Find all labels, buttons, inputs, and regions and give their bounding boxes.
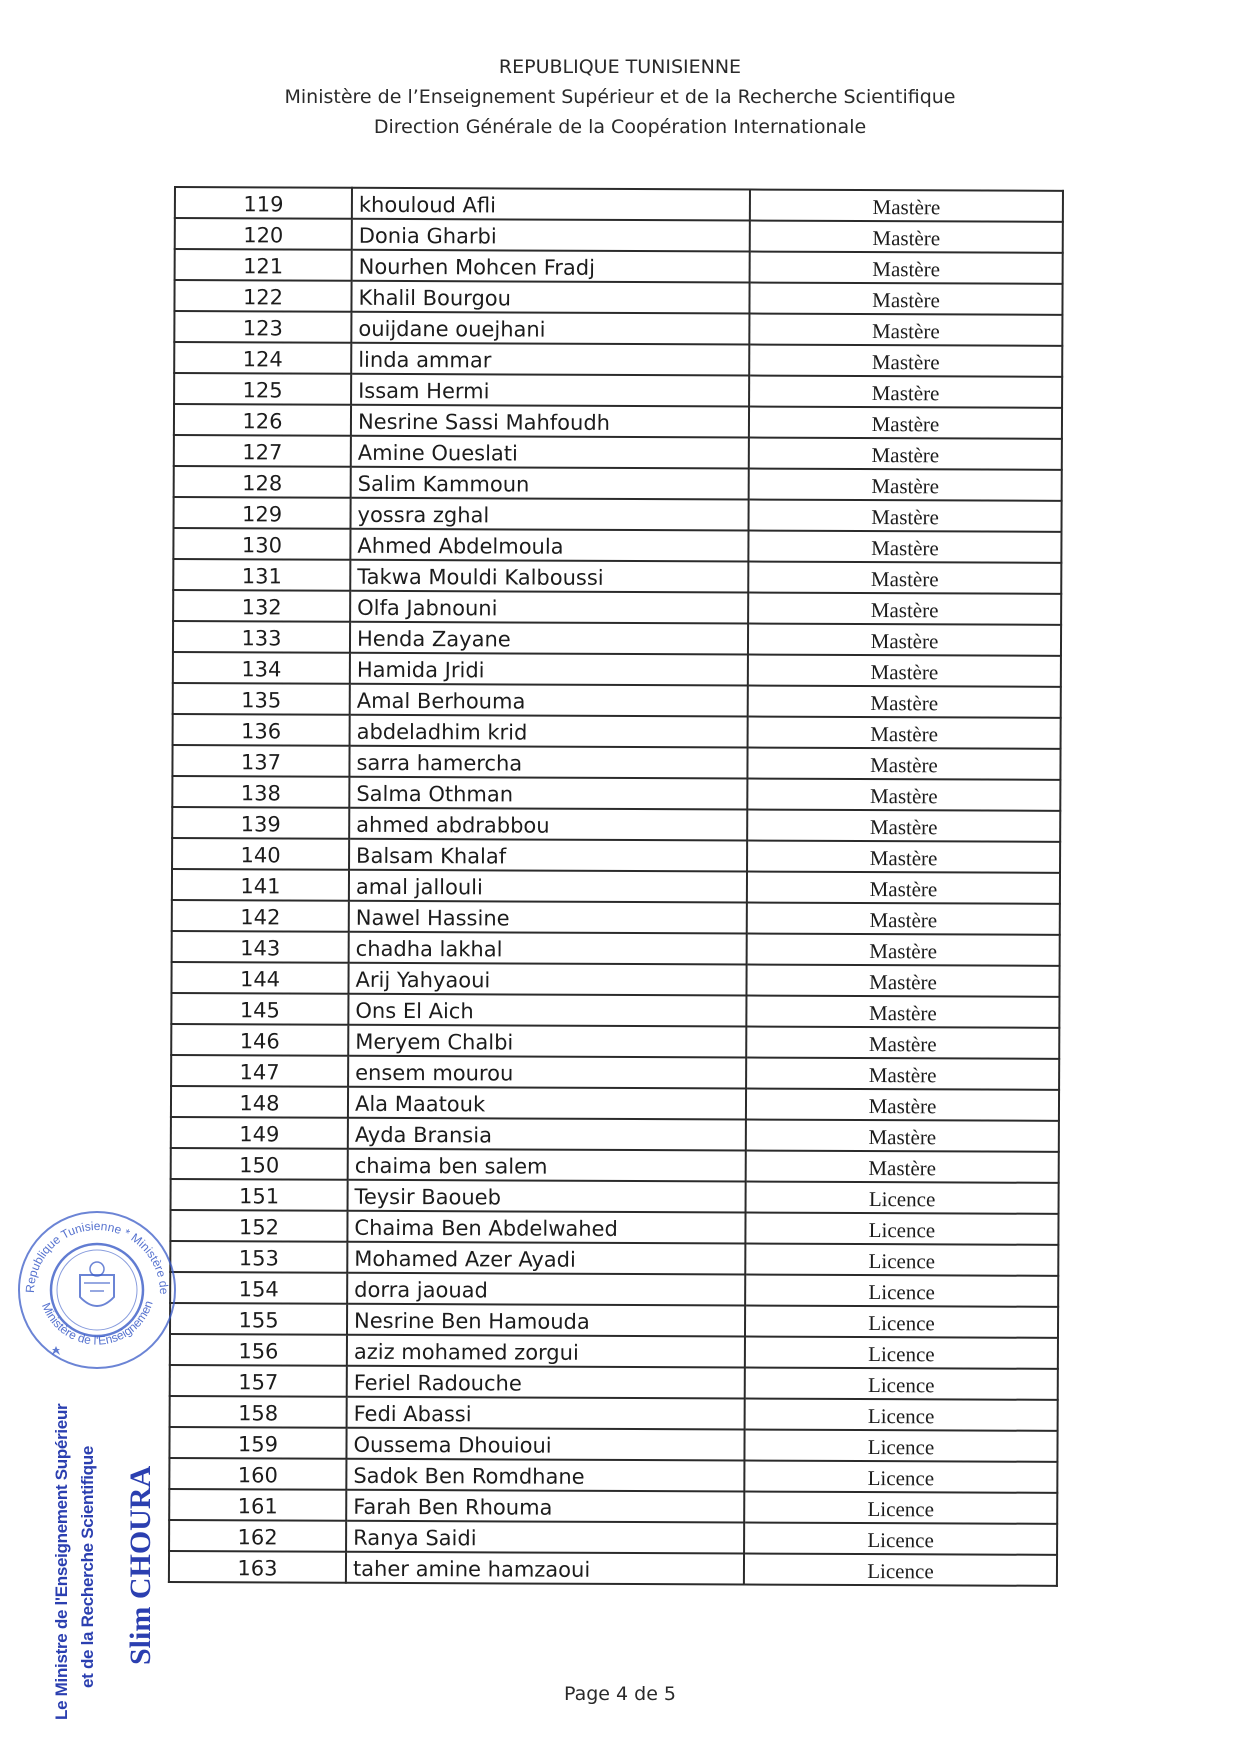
row-name: sarra hamercha: [349, 746, 747, 779]
row-level: Mastère: [746, 1027, 1059, 1059]
row-name: yossra zghal: [351, 498, 749, 531]
row-name: Donia Gharbi: [352, 219, 750, 252]
row-level: Mastère: [748, 562, 1061, 594]
row-name: ensem mourou: [348, 1056, 746, 1089]
row-number: 124: [174, 342, 351, 374]
row-number: 162: [169, 1520, 346, 1552]
row-name: ouijdane ouejhani: [351, 312, 749, 345]
document-header: [0, 52, 1240, 142]
row-level: Licence: [744, 1492, 1057, 1524]
table-row: [170, 1334, 1058, 1369]
table-row: [171, 962, 1059, 997]
row-level: Mastère: [749, 345, 1062, 377]
row-name: Ahmed Abdelmoula: [350, 529, 748, 562]
row-number: 128: [174, 466, 351, 498]
row-number: 121: [175, 249, 352, 281]
table-row: [170, 1303, 1058, 1338]
row-level: Mastère: [748, 717, 1061, 749]
row-level: Licence: [744, 1554, 1057, 1586]
row-level: Mastère: [750, 221, 1063, 253]
row-name: Nourhen Mohcen Fradj: [352, 250, 750, 283]
table-row: [169, 1458, 1057, 1493]
table-row: [174, 466, 1062, 501]
row-name: Ala Maatouk: [348, 1087, 746, 1120]
row-number: 139: [172, 807, 349, 839]
table-row: [173, 590, 1061, 625]
row-number: 159: [169, 1427, 346, 1459]
header-ministry: Ministère de l’Enseignement Supérieur et de la Recherche Scientifique: [284, 86, 956, 108]
table-row: [175, 249, 1063, 284]
signature-title-line2: et de la Recherche Scientifique: [78, 1445, 97, 1688]
row-name: Salma Othman: [349, 777, 747, 810]
row-number: 156: [170, 1334, 347, 1366]
row-level: Mastère: [748, 624, 1061, 656]
row-level: Mastère: [746, 1151, 1059, 1183]
row-name: khouloud Afli: [352, 188, 750, 221]
table-row: [170, 1365, 1058, 1400]
row-number: 141: [172, 869, 349, 901]
row-name: Nesrine Ben Hamouda: [347, 1304, 745, 1337]
seal-icon: [12, 1205, 182, 1375]
row-name: amal jallouli: [349, 870, 747, 903]
row-name: Chaima Ben Abdelwahed: [347, 1211, 745, 1244]
row-name: Hamida Jridi: [350, 653, 748, 686]
table-row: [171, 1024, 1059, 1059]
row-name: Mohamed Azer Ayadi: [347, 1242, 745, 1275]
row-number: 126: [174, 404, 351, 436]
row-name: abdeladhim krid: [350, 715, 748, 748]
table-row: [172, 931, 1060, 966]
table-row: [169, 1489, 1057, 1524]
row-number: 137: [172, 745, 349, 777]
row-level: Mastère: [747, 934, 1060, 966]
row-level: Mastère: [748, 655, 1061, 687]
row-number: 146: [171, 1024, 348, 1056]
row-name: aziz mohamed zorgui: [347, 1335, 745, 1368]
seal-text-top: Republique Tunisienne * Ministère de: [22, 1218, 172, 1295]
row-number: 158: [170, 1396, 347, 1428]
row-number: 157: [170, 1365, 347, 1397]
row-number: 131: [173, 559, 350, 591]
header-direction: Direction Générale de la Coopération Internationale: [373, 116, 867, 138]
row-name: Henda Zayane: [350, 622, 748, 655]
row-number: 155: [170, 1303, 347, 1335]
row-level: Licence: [744, 1461, 1057, 1493]
signature-name: Slim CHOURA: [124, 1465, 157, 1665]
row-level: Mastère: [749, 314, 1062, 346]
table-row: [171, 1055, 1059, 1090]
row-level: Mastère: [749, 376, 1062, 408]
row-name: Arij Yahyaoui: [348, 963, 746, 996]
row-number: 136: [173, 714, 350, 746]
row-level: Mastère: [749, 407, 1062, 439]
row-level: Licence: [744, 1430, 1057, 1462]
row-number: 149: [171, 1117, 348, 1149]
row-number: 130: [173, 528, 350, 560]
table-row: [174, 404, 1062, 439]
row-level: Mastère: [750, 190, 1063, 222]
row-number: 161: [169, 1489, 346, 1521]
row-level: Mastère: [747, 841, 1060, 873]
row-number: 147: [171, 1055, 348, 1087]
row-name: dorra jaouad: [347, 1273, 745, 1306]
row-level: Licence: [744, 1523, 1057, 1555]
row-level: Licence: [745, 1275, 1058, 1307]
row-level: Mastère: [748, 686, 1061, 718]
seal-text-bottom: Ministère de l'Enseignemen: [39, 1298, 156, 1348]
table-row: [173, 528, 1061, 563]
row-name: Olfa Jabnouni: [350, 591, 748, 624]
table-row: [174, 311, 1062, 346]
row-name: taher amine hamzaoui: [346, 1552, 744, 1585]
row-level: Mastère: [747, 872, 1060, 904]
row-name: Teysir Baoueb: [348, 1180, 746, 1213]
table-row: [169, 1551, 1057, 1586]
row-name: Amal Berhouma: [350, 684, 748, 717]
row-name: Khalil Bourgou: [351, 281, 749, 314]
row-level: Mastère: [750, 252, 1063, 284]
row-level: Mastère: [749, 283, 1062, 315]
row-number: 129: [174, 497, 351, 529]
table-row: [170, 1210, 1058, 1245]
row-level: Mastère: [748, 593, 1061, 625]
row-name: Sadok Ben Romdhane: [346, 1459, 744, 1492]
row-name: Fedi Abassi: [347, 1397, 745, 1430]
row-number: 138: [172, 776, 349, 808]
row-number: 153: [170, 1241, 347, 1273]
row-number: 133: [173, 621, 350, 653]
table-row: [172, 776, 1060, 811]
row-level: Mastère: [749, 438, 1062, 470]
row-number: 127: [174, 435, 351, 467]
table-row: [174, 342, 1062, 377]
row-number: 154: [170, 1272, 347, 1304]
row-number: 143: [172, 931, 349, 963]
table-row: [174, 435, 1062, 470]
row-level: Licence: [745, 1244, 1058, 1276]
row-number: 151: [171, 1179, 348, 1211]
row-level: Mastère: [748, 531, 1061, 563]
row-level: Mastère: [747, 748, 1060, 780]
row-level: Mastère: [749, 500, 1062, 532]
table-row: [170, 1241, 1058, 1276]
candidates-table: [168, 186, 1064, 1587]
row-level: Mastère: [747, 903, 1060, 935]
row-number: 150: [171, 1148, 348, 1180]
row-name: Feriel Radouche: [347, 1366, 745, 1399]
row-name: chaima ben salem: [348, 1149, 746, 1182]
table-row: [171, 1117, 1059, 1152]
row-number: 122: [174, 280, 351, 312]
row-name: Nawel Hassine: [349, 901, 747, 934]
row-number: 148: [171, 1086, 348, 1118]
row-name: Oussema Dhouioui: [346, 1428, 744, 1461]
row-name: Takwa Mouldi Kalboussi: [350, 560, 748, 593]
table-row: [174, 497, 1062, 532]
row-number: 160: [169, 1458, 346, 1490]
table-row: [173, 621, 1061, 656]
table-row: [174, 280, 1062, 315]
row-level: Mastère: [746, 1089, 1059, 1121]
official-seal-stamp: [12, 1205, 182, 1375]
row-name: Ayda Bransia: [348, 1118, 746, 1151]
table-row: [173, 652, 1061, 687]
signature-title-line1: Le Ministre de l'Enseignement Supérieur: [52, 1403, 71, 1720]
row-name: ahmed abdrabbou: [349, 808, 747, 841]
table-body: [169, 187, 1063, 1586]
row-number: 140: [172, 838, 349, 870]
row-number: 134: [173, 652, 350, 684]
page-number: Page 4 de 5: [563, 1683, 677, 1705]
table-row: [172, 900, 1060, 935]
row-number: 132: [173, 590, 350, 622]
row-name: Ranya Saidi: [346, 1521, 744, 1554]
row-number: 119: [175, 187, 352, 219]
table-row: [173, 683, 1061, 718]
table-row: [170, 1396, 1058, 1431]
row-level: Mastère: [749, 469, 1062, 501]
table-row: [173, 714, 1061, 749]
table-row: [169, 1427, 1057, 1462]
row-name: Salim Kammoun: [351, 467, 749, 500]
table-row: [171, 1179, 1059, 1214]
table-row: [170, 1272, 1058, 1307]
row-name: Meryem Chalbi: [348, 1025, 746, 1058]
row-level: Licence: [746, 1182, 1059, 1214]
row-level: Licence: [745, 1306, 1058, 1338]
row-level: Mastère: [747, 779, 1060, 811]
header-country: REPUBLIQUE TUNISIENNE: [498, 56, 742, 78]
row-level: Mastère: [746, 1120, 1059, 1152]
row-level: Mastère: [746, 1058, 1059, 1090]
row-number: 120: [175, 218, 352, 250]
table-row: [171, 993, 1059, 1028]
row-number: 123: [174, 311, 351, 343]
row-name: Nesrine Sassi Mahfoudh: [351, 405, 749, 438]
table-row: [171, 1086, 1059, 1121]
row-level: Licence: [745, 1368, 1058, 1400]
row-name: chadha lakhal: [349, 932, 747, 965]
row-level: Licence: [745, 1399, 1058, 1431]
row-name: Amine Oueslati: [351, 436, 749, 469]
row-name: Ons El Aich: [348, 994, 746, 1027]
row-number: 152: [170, 1210, 347, 1242]
row-name: Issam Hermi: [351, 374, 749, 407]
table-row: [173, 559, 1061, 594]
table-row: [174, 373, 1062, 408]
table-row: [175, 187, 1063, 222]
row-number: 144: [171, 962, 348, 994]
table-row: [172, 807, 1060, 842]
row-level: Mastère: [746, 965, 1059, 997]
row-number: 163: [169, 1551, 346, 1583]
table-row: [172, 838, 1060, 873]
table-row: [175, 218, 1063, 253]
table-row: [169, 1520, 1057, 1555]
row-number: 145: [171, 993, 348, 1025]
row-name: linda ammar: [351, 343, 749, 376]
table-row: [172, 745, 1060, 780]
row-number: 125: [174, 373, 351, 405]
row-number: 142: [172, 900, 349, 932]
row-level: Licence: [745, 1213, 1058, 1245]
row-level: Mastère: [747, 810, 1060, 842]
row-level: Licence: [745, 1337, 1058, 1369]
table-row: [171, 1148, 1059, 1183]
row-name: Farah Ben Rhouma: [346, 1490, 744, 1523]
table-row: [172, 869, 1060, 904]
row-name: Balsam Khalaf: [349, 839, 747, 872]
row-number: 135: [173, 683, 350, 715]
row-level: Mastère: [746, 996, 1059, 1028]
